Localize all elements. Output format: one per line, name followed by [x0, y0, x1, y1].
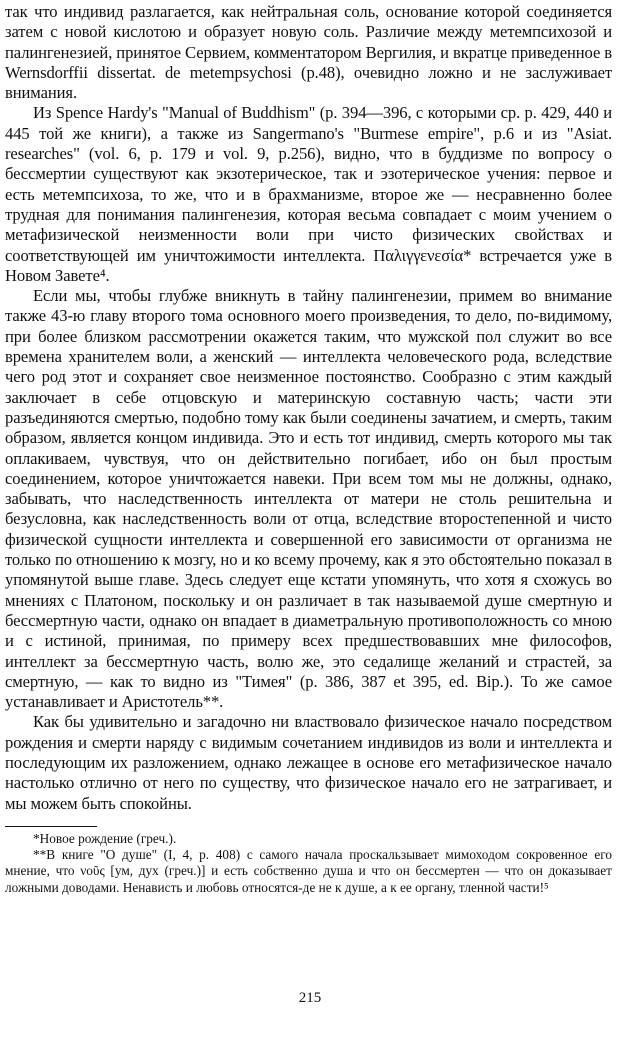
main-text [5, 2, 612, 814]
paragraph-1: так что индивид разлагается, как нейтральная соль, основание которой соединяется затем с новой кислотою и образует новую соль. Различие между метемпсихозой и палингенезией, принятое Сервием, комментатором Вергилия, и вкратце приведенное в Wernsdorffii dissertat. de metempsychosi (p.48), очевидно ложно и не заслуживает внимания. [5, 2, 612, 103]
paragraph-2: Из Spence Hardy's "Manual of Buddhism" (p. 394—396, с которыми ср. р. 429, 440 и 445 той же книги), а также из Sangermano's "Burmese empire", p.6 и из "Asiat. researches" (vol. 6, p. 179 и vol. 9, p.256), видно, что в буддизме по вопросу о бессмертии существуют как экзотерическое, так и эзотерическое учения: первое и есть метемпсихоза, то же, что и в брахманизме, второе же — несравненно более трудная для понимания палингенезия, которая весьма совпадает с моим учением о метафизической неизменности воли при чисто физических свойствах и соответствующей им уничтожимости интеллекта. Παλιγγενεσία* встречается уже в Новом Завете⁴. [5, 103, 612, 285]
paragraph-3: Если мы, чтобы глубже вникнуть в тайну палингенезии, примем во внимание также 43-ю главу второго тома основного моего произведения, то дело, по-видимому, при более близком рассмотрении окажется таким, что мужской пол служит во все времена хранителем воли, а женский — интеллекта человеческого рода, вследствие чего род этот и сохраняет свое неизменное постоянство. Сообразно с этим каждый заключает в себе отцовскую и материнскую составную часть; части эти разъединяются смертью, подобно тому как были соединены зачатием, и смерть, таким образом, является концом индивида. Это и есть тот индивид, смерть которого мы так оплакиваем, чувствуя, что он действительно погибает, ибо он был простым соединением, которое уничтожается навеки. При всем том мы не должны, однако, забывать, что наследственность интеллекта от матери не столь решительна и безусловна, как наследственность воли от отца, вследствие второстепенной и чисто физической сущности интеллекта и совершенной его зависимости от организма не только по отношению к мозгу, но и ко всему прочему, как я это обстоятельно показал в упомянутой выше главе. Здесь следует еще кстати упомянуть, что хотя я схожусь во мнениях с Платоном, поскольку и он различает в так называемой душе смертную и бессмертную части, однако он впадает в диаметральную противоположность со мною и с истиной, принимая, по примеру всех предшествовавших мне философов, интеллект за бессмертную часть, волю же, это седалище желаний и страстей, за смертную, — как то видно из "Тимея" (p. 386, 387 et 395, ed. Bip.). То же самое устанавливает и Аристотель**. [5, 286, 612, 712]
footnote-separator [5, 826, 97, 827]
footnote-2: **В книге "О душе" (I, 4, p. 408) с самого начала проскальзывает мимоходом сокровенное его мнение, что νοῦς [ум, дух (греч.)] и есть собственно душа и что он бессмертен — что он доказывает ложными доводами. Ненависть и любовь относятся-де не к душе, а к ее органу, тленной части!⁵ [5, 847, 612, 895]
footnotes [5, 831, 612, 896]
paragraph-4: Как бы удивительно и загадочно ни властвовало физическое начало посредством рождения и смерти наряду с видимым сочетанием индивидов из воли и интеллекта и последующим их разложением, однако лежащее в основе его метафизическое начало настолько отлично от него по существу, что физическое начало его не затрагивает, и мы можем быть спокойны. [5, 712, 612, 813]
footnote-1: *Новое рождение (греч.). [33, 830, 177, 846]
page-number: 215 [298, 990, 322, 1006]
